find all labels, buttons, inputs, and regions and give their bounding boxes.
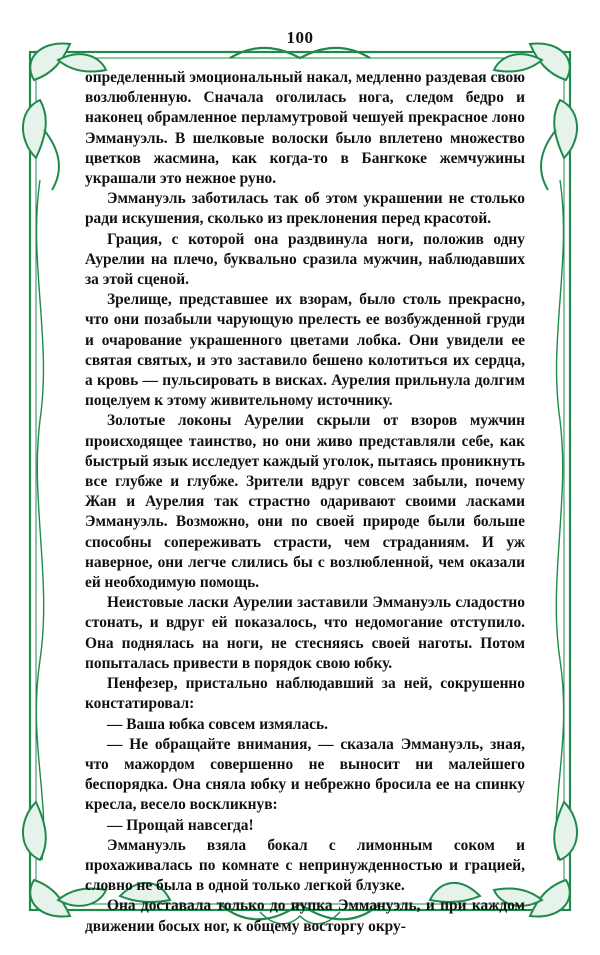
paragraph: — Ваша юбка совсем измялась. <box>107 715 328 733</box>
paragraph: Неистовые ласки Аурелии заставили Эммануэль сладостно стонать, и вдруг ей показалось, что недомогание отступило. Она поднялась на ноги, не стесняясь своей наготы. Потом попыталась привести в порядок свою юбку. <box>85 594 525 672</box>
paragraph: Эммануэль заботилась так об этом украшении не столько ради искушения, сколько из преклонения перед красотой. <box>85 190 525 228</box>
paragraph: Зрелище, представшее их взорам, было столь прекрасно, что они позабыли чарующую прелесть ее возбужденной груди и очарование украшенного цветами лобка. Они увидели ее святая святых, и это заставило бешено колотиться их сердца, а кровь — пульсировать в висках. Аурелия прильнула долгим поцелуем к этому живительному источнику. <box>85 291 525 410</box>
paragraph: Золотые локоны Аурелии скрыли от взоров мужчин происходящее таинство, но они живо представляли себе, как быстрый язык исследует каждый уголок, пытаясь проникнуть все глубже и глубже. Зрители вдруг совсем забыли, почему Жан и Аурелия так страстно одаривают своими ласками Эммануэль. Возможно, они по своей природе были больше способны сопереживать страсти, чем страданиям. И уж наверное, они легче слились бы с возлюбленной, чем оказали ей необходимую помощь. <box>85 412 526 592</box>
paragraph: Эммануэль взяла бокал с лимонным соком и прохаживалась по комнате с непринужденностью и грацией, словно не была в одной только легкой блузке. <box>85 836 525 895</box>
body-text <box>85 68 526 935</box>
page-number: 100 <box>286 28 314 47</box>
paragraph: Она доставала только до пупка Эммануэль, и при каждом движении босых ног, к общему восторгу окру- <box>85 897 525 935</box>
left-vine <box>36 180 43 860</box>
paragraph: — Не обращайте внимания, — сказала Эммануэль, зная, что мажордом совершенно не выносит ни малейшего беспорядка. Она сняла юбку и небрежно бросила ее на спинку кресла, весело воскликнув: <box>85 735 525 814</box>
paragraph: определенный эмоциональный накал, медленно раздевая свою возлюбленную. Сначала оголилась нога, следом бедро и наконец обрамленное перламутровой чешуей прекрасное лоно Эммануэль. В шелковые волоски было вплетено множество цветков жасмина, как когда-то в Бангкоке жемчужины украшали это нежное руно. <box>85 69 525 188</box>
paragraph: — Прощай навсегда! <box>107 816 254 834</box>
right-vine <box>556 180 563 860</box>
paragraph: Пенфезер, пристально наблюдавший за ней, сокрушенно констатировал: <box>85 675 525 713</box>
paragraph: Грация, с которой она раздвинула ноги, положив одну Аурелии на плечо, буквально сразила мужчин, наблюдавших за этой сценой. <box>85 230 525 289</box>
